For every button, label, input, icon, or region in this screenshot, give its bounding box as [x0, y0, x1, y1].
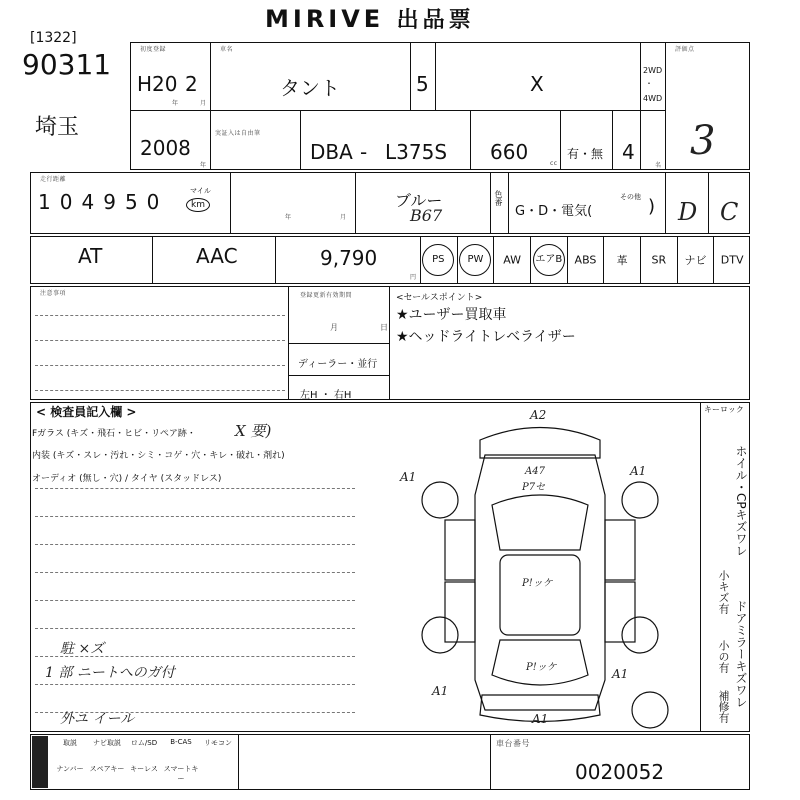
aircon: AAC [196, 244, 238, 268]
damage-label: A1 [630, 464, 647, 478]
middle-section [30, 286, 750, 400]
side-note: 小キズ有 [717, 570, 730, 614]
equipment-item [567, 236, 604, 284]
divider [355, 172, 356, 234]
damage-note: A47 [525, 466, 545, 477]
windshield [492, 495, 588, 550]
equipment-label: SR [651, 253, 667, 267]
wheel-rr [622, 617, 658, 653]
field-label: 初度登録 [140, 46, 167, 53]
km-digit: 0 [146, 190, 169, 214]
km-unit: km [186, 198, 210, 212]
dealer-type: ディーラー・並行 [298, 359, 378, 370]
car-diagram [400, 410, 680, 730]
accessory-icon: 取説 [63, 739, 77, 747]
divider [560, 110, 561, 170]
fuel-close: ) [648, 196, 656, 217]
fuel-type: G・D・電気( [515, 204, 593, 219]
equipment-item [677, 236, 714, 284]
handle-side: 左H ・ 右H [300, 390, 352, 401]
wheel-fl [422, 482, 458, 518]
right-door-rear [605, 582, 635, 642]
divider [152, 236, 153, 284]
divider [210, 42, 211, 170]
score-d: D [678, 198, 698, 226]
accessory-icon: ロム/SD [130, 739, 158, 747]
side-note: ホイル・CPキズワレ [734, 445, 748, 557]
chassis-label: 車台番号 [496, 739, 530, 748]
damage-label: A2 [530, 408, 547, 422]
divider [410, 42, 411, 110]
damage-note: P!ッケ [522, 578, 553, 589]
price-unit: 円 [410, 274, 417, 281]
divider [700, 402, 701, 732]
divider [640, 42, 641, 170]
right-door-front [605, 520, 635, 580]
hand-note: 1 部 ニートへのガ付 [45, 665, 175, 681]
damage-note: P7セ [522, 482, 546, 493]
brand-name: MIRIVE [265, 5, 385, 33]
drive-4wd: 4WD [643, 94, 663, 103]
glass-condition: Fガラス (キズ・飛石・ヒビ・リペア跡・ [32, 429, 196, 439]
model-prefix: DBA [310, 140, 353, 164]
lot-number: 90311 [22, 48, 112, 81]
region-label: 埼玉 [35, 115, 80, 140]
record-label: 登録更新有効期間 [300, 292, 353, 299]
sales-points-label: <セールスポイント> [396, 293, 483, 303]
chassis-number: 0020052 [575, 760, 665, 784]
divider [708, 172, 709, 234]
front-bumper-outline [480, 428, 600, 459]
divider [230, 172, 231, 234]
km-digit: 4 [81, 190, 104, 214]
spare-wheel [632, 692, 668, 728]
note-line [35, 572, 355, 573]
equipment-item [530, 236, 567, 284]
month-unit: 月 [340, 214, 347, 221]
model-code: L375S [385, 140, 448, 164]
month-unit: 月 [200, 100, 207, 107]
accessory-icon: リモコン [204, 739, 232, 747]
record-month-unit: 月 [330, 323, 339, 332]
wheel-fr [622, 482, 658, 518]
note-line [35, 340, 285, 341]
glass-mark: X 要) [235, 422, 272, 440]
note-line [35, 544, 355, 545]
damage-label: A1 [612, 667, 629, 681]
accessory-icon: B-CAS [170, 738, 192, 746]
side-note: ドアミラーキズワレ [734, 600, 748, 708]
divider [612, 110, 613, 170]
form-title [265, 3, 475, 34]
fuel-options: 有・無 [567, 147, 604, 161]
field-label: 車名 [220, 46, 234, 53]
km-digit: 0 [59, 190, 82, 214]
divider [435, 42, 436, 110]
km-digit: 5 [124, 190, 147, 214]
km-digits [38, 190, 168, 214]
cc-unit: cc [550, 160, 558, 167]
left-door-rear [445, 582, 475, 642]
key-lock-label: キーロック [704, 405, 744, 414]
equipment-item [457, 236, 494, 284]
seats-unit: 名 [655, 162, 662, 169]
inspection-heading: < 検査員記入欄 > [36, 405, 137, 419]
equipment-item [493, 236, 530, 284]
field-label: 評価点 [675, 46, 695, 53]
divider [665, 172, 666, 234]
era-year: H20 [137, 72, 178, 96]
equipment-label: 革 [616, 254, 628, 267]
divider [508, 172, 509, 234]
model-year: 2008 [140, 136, 191, 160]
damage-label: A1 [432, 684, 449, 698]
sales-point: ★ユーザー買取車 [396, 307, 507, 323]
accessory-icon: キーレス [130, 765, 158, 773]
divider [490, 734, 491, 790]
door-count: 5 [416, 72, 429, 96]
roof [500, 555, 580, 635]
damage-label: A1 [400, 470, 417, 484]
notes-label: 注意事項 [40, 290, 67, 297]
divider [665, 42, 666, 170]
drive-2wd: 2WD [643, 66, 663, 75]
score: 3 [690, 118, 716, 164]
drive-separator: ・ [645, 79, 653, 88]
sales-point: ★ヘッドライトレベライザー [396, 329, 576, 345]
reg-month: 2 [185, 72, 198, 96]
damage-note: P!ッケ [526, 662, 557, 673]
note-line [35, 390, 285, 391]
note-line [35, 684, 355, 685]
first-reg-label: 実証入は自由筆 [215, 130, 261, 137]
form-name: 出品票 [396, 8, 475, 33]
model-name: タント [280, 76, 340, 100]
divider [470, 110, 471, 170]
seat-count: 4 [622, 140, 635, 164]
hand-note: 外ユ イール [60, 711, 135, 727]
side-note: 小の有 [717, 640, 730, 673]
price: 9,790 [320, 246, 378, 270]
code-label: [1322] [30, 30, 77, 46]
interior-condition: 内装 (キズ・スレ・汚れ・シミ・コゲ・穴・キレ・破れ・剤れ) [32, 451, 285, 461]
equipment-item [713, 236, 750, 284]
year-unit: 年 [172, 100, 179, 107]
note-line [35, 488, 355, 489]
equipment-label: ABS [574, 253, 597, 267]
grade: X [530, 72, 544, 96]
transmission: AT [78, 244, 103, 268]
divider [275, 236, 276, 284]
accessory-icon: ナンバー [56, 765, 84, 773]
damage-label: A1 [532, 712, 549, 726]
equipment-item [420, 236, 457, 284]
note-line [35, 628, 355, 629]
note-line [35, 315, 285, 316]
year-unit: 年 [285, 214, 292, 221]
note-line [35, 365, 285, 366]
equipment-label: PS [422, 244, 454, 276]
divider [238, 734, 239, 790]
accessory-icon: スマートキー [163, 765, 199, 783]
color-name: ブルー [395, 191, 443, 210]
equipment-item [603, 236, 640, 284]
record-day-unit: 日 [380, 323, 389, 332]
field-label: 走行距離 [40, 176, 67, 183]
score-c: C [720, 198, 739, 226]
equipment-label: ナビ [684, 254, 707, 267]
note-line [35, 600, 355, 601]
model-dash: - [360, 140, 368, 164]
footer-side-strip [32, 736, 48, 788]
displacement: 660 [490, 140, 529, 164]
divider [288, 343, 390, 344]
km-digit: 9 [103, 190, 125, 214]
fuel-other: その他 [620, 193, 641, 201]
accessory-icon: ナビ取説 [93, 739, 121, 747]
equipment-label: エアB [533, 244, 565, 276]
accessory-icon: スペアキー [89, 765, 125, 773]
divider [490, 172, 491, 234]
side-note: 補修有 [717, 690, 730, 723]
hand-note: 駐 ×ズ [60, 641, 105, 657]
audio-tire-condition: オーディオ (無し・穴) / タイヤ (スタッドレス) [32, 474, 222, 484]
color-label: 色番 [494, 190, 503, 206]
divider [300, 110, 301, 170]
equipment-label: PW [459, 244, 491, 276]
equipment-item [640, 236, 677, 284]
km-unit-top: マイル [190, 187, 211, 195]
color-code: B67 [410, 206, 443, 225]
km-digit: 1 [38, 190, 60, 214]
divider [288, 375, 390, 376]
note-line [35, 516, 355, 517]
equipment-label: DTV [720, 253, 744, 267]
left-door-front [445, 520, 475, 580]
wheel-rl [422, 617, 458, 653]
year-unit: 年 [200, 162, 207, 169]
equipment-label: AW [503, 253, 522, 267]
